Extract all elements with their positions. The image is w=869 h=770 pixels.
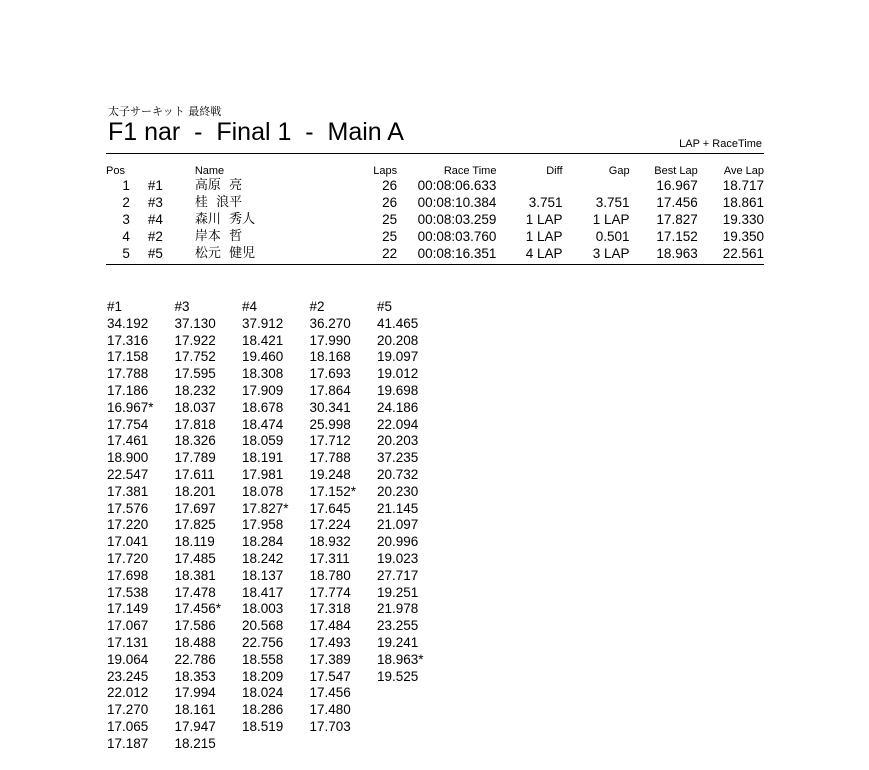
lap-time: 18.558 <box>242 651 284 667</box>
lap-time: 18.678 <box>242 399 284 415</box>
table-row <box>106 195 764 212</box>
result-laps: 25 <box>382 228 398 244</box>
result-diff: 4 LAP <box>525 245 563 261</box>
col-header-race-time: Race Time <box>443 165 497 177</box>
lap-time: 17.158 <box>107 349 149 365</box>
col-header-gap: Gap <box>608 165 630 177</box>
lap-column-header: #5 <box>377 299 393 314</box>
lap-time: 37.130 <box>174 315 216 331</box>
lap-time: 41.465 <box>377 315 419 331</box>
lap-time: 23.245 <box>107 668 149 684</box>
lap-time: 17.922 <box>174 332 216 348</box>
lap-time: 25.998 <box>309 416 351 432</box>
lap-column-header: #3 <box>174 299 190 314</box>
col-header-ave-lap: Ave Lap <box>723 165 764 177</box>
lap-time: 17.478 <box>174 584 216 600</box>
lap-time: 17.316 <box>107 332 149 348</box>
lap-time: 17.595 <box>174 366 216 382</box>
col-header-laps: Laps <box>373 165 398 177</box>
lap-column-header: #2 <box>309 299 325 314</box>
lap-column <box>242 299 310 753</box>
lap-time: 19.251 <box>377 584 419 600</box>
lap-time: 18.161 <box>174 702 216 718</box>
lap-time: 17.981 <box>242 466 284 482</box>
lap-time: 19.097 <box>377 349 419 365</box>
result-diff: 1 LAP <box>525 211 563 227</box>
result-best-lap: 17.827 <box>656 211 698 227</box>
lap-time: 18.059 <box>242 433 284 449</box>
lap-time: 18.119 <box>174 534 215 550</box>
result-ave-lap: 19.330 <box>722 211 764 227</box>
lap-time: 17.318 <box>309 601 351 617</box>
lap-time: 17.547 <box>309 668 351 684</box>
col-header-name: Name <box>194 165 225 177</box>
lap-time: 17.909 <box>242 382 284 398</box>
result-best-lap: 17.456 <box>656 195 698 211</box>
lap-time: 18.137 <box>242 567 284 583</box>
lap-time: 17.818 <box>174 416 216 432</box>
results-divider <box>106 264 764 265</box>
lap-time: 18.209 <box>242 668 284 684</box>
lap-time: 24.186 <box>377 399 419 415</box>
result-gap: 1 LAP <box>592 211 630 227</box>
lap-time: 18.201 <box>174 483 216 499</box>
lap-time: 17.149 <box>107 601 149 617</box>
result-pos: 3 <box>122 211 130 227</box>
col-header-best-lap: Best Lap <box>654 165 698 177</box>
lap-time: 18.381 <box>174 567 216 583</box>
results-header-row <box>106 165 764 178</box>
lap-time: 17.827* <box>242 500 289 516</box>
result-diff: 3.751 <box>528 195 563 211</box>
result-race-time: 00:08:03.259 <box>417 211 497 227</box>
lap-time: 16.967* <box>107 399 154 415</box>
result-laps: 26 <box>382 178 398 194</box>
lap-time: 17.703 <box>309 718 351 734</box>
result-ave-lap: 22.561 <box>722 245 764 261</box>
lap-time: 17.186 <box>107 382 149 398</box>
lap-time: 17.697 <box>174 500 216 516</box>
lap-time: 17.754 <box>107 416 149 432</box>
lap-time: 17.788 <box>107 366 149 382</box>
result-laps: 22 <box>382 245 398 261</box>
event-subtitle: 太子サーキット 最終戦 <box>108 105 222 118</box>
lap-time: 17.065 <box>107 718 149 734</box>
result-pos: 1 <box>122 178 130 194</box>
result-driver-name: 岸本 哲 <box>194 228 243 244</box>
result-pos: 2 <box>122 195 130 211</box>
table-row <box>106 178 764 195</box>
result-race-time: 00:08:03.760 <box>417 228 497 244</box>
lap-time: 17.789 <box>174 450 216 466</box>
lap-time: 17.576 <box>107 500 149 516</box>
result-best-lap: 18.963 <box>656 245 698 261</box>
lap-time: 18.037 <box>174 399 216 415</box>
result-race-time: 00:08:06.633 <box>417 178 497 194</box>
result-ave-lap: 19.350 <box>722 228 764 244</box>
table-row <box>106 228 764 245</box>
lap-time: 18.284 <box>242 534 284 550</box>
lap-time: 18.326 <box>174 433 216 449</box>
lap-time: 17.041 <box>107 534 149 550</box>
lap-time: 17.187 <box>107 735 149 751</box>
lap-time: 18.932 <box>309 534 351 550</box>
result-driver-name: 桂 浪平 <box>194 195 243 211</box>
lap-time: 20.568 <box>242 618 284 634</box>
lap-time: 22.786 <box>174 651 216 667</box>
lap-time: 21.145 <box>377 500 419 516</box>
result-car: #3 <box>147 195 163 211</box>
result-car: #4 <box>147 211 163 227</box>
result-driver-name: 松元 健児 <box>194 245 256 261</box>
col-header-diff: Diff <box>546 165 563 177</box>
result-pos: 4 <box>122 228 130 244</box>
lap-time: 17.538 <box>107 584 149 600</box>
lap-time: 19.460 <box>242 349 284 365</box>
lap-time: 18.353 <box>174 668 216 684</box>
lap-time: 17.456 <box>309 685 351 701</box>
lap-time: 18.242 <box>242 550 284 566</box>
lap-time: 17.224 <box>309 517 351 533</box>
lap-time: 17.311 <box>309 550 350 566</box>
result-diff: 1 LAP <box>525 228 563 244</box>
result-diff <box>496 178 562 195</box>
result-gap: 3 LAP <box>592 245 630 261</box>
lap-time: 17.990 <box>309 332 351 348</box>
lap-time: 19.525 <box>377 668 419 684</box>
lap-time: 18.215 <box>174 735 216 751</box>
result-driver-name: 高原 亮 <box>194 178 243 194</box>
lap-time: 22.012 <box>107 685 149 701</box>
lap-time: 17.131 <box>107 634 149 650</box>
table-row <box>106 212 764 229</box>
lap-time: 18.417 <box>242 584 284 600</box>
lap-time: 18.519 <box>242 718 284 734</box>
result-ave-lap: 18.861 <box>722 195 764 211</box>
lap-time: 17.389 <box>309 651 351 667</box>
lap-time: 27.717 <box>377 567 419 583</box>
result-gap <box>563 178 630 195</box>
lap-time: 17.994 <box>174 685 216 701</box>
result-race-time: 00:08:10.384 <box>417 195 497 211</box>
lap-time: 17.698 <box>107 567 149 583</box>
lap-time: 18.963* <box>377 651 424 667</box>
lap-time: 18.168 <box>309 349 351 365</box>
result-laps: 25 <box>382 211 398 227</box>
lap-time: 17.752 <box>174 349 216 365</box>
lap-time: 34.192 <box>107 315 149 331</box>
lap-time: 18.286 <box>242 702 284 718</box>
lap-time: 19.698 <box>377 382 419 398</box>
lap-time: 37.235 <box>377 450 419 466</box>
lap-time: 36.270 <box>309 315 351 331</box>
lap-time: 17.774 <box>309 584 351 600</box>
lap-time: 17.270 <box>107 702 149 718</box>
result-best-lap: 16.967 <box>656 178 698 194</box>
lap-time: 17.958 <box>242 517 284 533</box>
lap-time: 18.421 <box>242 332 284 348</box>
lap-time: 20.230 <box>377 483 419 499</box>
result-car: #5 <box>147 245 163 261</box>
lap-column <box>377 299 445 753</box>
lap-time: 20.203 <box>377 433 419 449</box>
lap-times-grid <box>107 299 445 753</box>
lap-time: 37.912 <box>242 315 284 331</box>
lap-time: 20.732 <box>377 466 419 482</box>
col-header-pos: Pos <box>106 165 125 177</box>
lap-column <box>175 299 243 753</box>
lap-time: 18.191 <box>242 450 284 466</box>
lap-time: 17.720 <box>107 550 149 566</box>
lap-time: 18.474 <box>242 416 284 432</box>
lap-time: 20.996 <box>377 534 419 550</box>
lap-time: 18.308 <box>242 366 284 382</box>
lap-time: 19.012 <box>377 366 419 382</box>
lap-time: 17.381 <box>107 483 149 499</box>
lap-time: 19.064 <box>107 651 149 667</box>
lap-time: 17.484 <box>309 618 351 634</box>
page-title: F1 nar - Final 1 - Main A <box>108 118 404 146</box>
result-car: #1 <box>147 178 163 194</box>
result-car: #2 <box>147 228 163 244</box>
lap-time: 30.341 <box>309 399 351 415</box>
result-gap: 0.501 <box>595 228 630 244</box>
table-row <box>106 245 764 262</box>
lap-time: 17.220 <box>107 517 149 533</box>
lap-time: 19.023 <box>377 550 419 566</box>
lap-time: 18.024 <box>242 685 284 701</box>
lap-time: 17.712 <box>309 433 351 449</box>
lap-time: 17.485 <box>174 550 216 566</box>
result-ave-lap: 18.717 <box>722 178 764 194</box>
lap-time: 17.825 <box>174 517 216 533</box>
lap-time: 18.232 <box>174 382 216 398</box>
lap-time: 17.947 <box>174 718 216 734</box>
result-laps: 26 <box>382 195 398 211</box>
lap-time: 20.208 <box>377 332 419 348</box>
lap-time: 17.788 <box>309 450 351 466</box>
results-table <box>106 165 764 262</box>
lap-time: 17.456* <box>174 601 222 617</box>
lap-time: 19.248 <box>309 466 351 482</box>
lap-column <box>107 299 175 753</box>
lap-time: 22.547 <box>107 466 149 482</box>
lap-time: 23.255 <box>377 618 419 634</box>
lap-time: 21.978 <box>377 601 419 617</box>
lap-time: 21.097 <box>377 517 419 533</box>
lap-time: 18.488 <box>174 634 216 650</box>
result-best-lap: 17.152 <box>656 228 698 244</box>
lap-column-header: #4 <box>242 299 258 314</box>
lap-time: 17.693 <box>309 366 351 382</box>
lap-time: 17.152* <box>309 483 357 499</box>
lap-time: 17.493 <box>309 634 351 650</box>
lap-time: 17.864 <box>309 382 351 398</box>
lap-time: 22.094 <box>377 416 419 432</box>
lap-time: 18.900 <box>107 450 149 466</box>
lap-column <box>310 299 378 753</box>
lap-time: 17.645 <box>309 500 351 516</box>
result-race-time: 00:08:16.351 <box>417 245 497 261</box>
lap-time: 17.461 <box>107 433 149 449</box>
lap-time: 19.241 <box>377 634 419 650</box>
lap-time: 17.611 <box>174 466 215 482</box>
result-pos: 5 <box>122 245 130 261</box>
report-mode-label: LAP + RaceTime <box>679 138 762 150</box>
lap-time: 18.003 <box>242 601 284 617</box>
header-divider <box>106 153 764 154</box>
result-gap: 3.751 <box>595 195 630 211</box>
col-header-car <box>130 165 195 178</box>
lap-time: 18.078 <box>242 483 284 499</box>
result-driver-name: 森川 秀人 <box>194 211 256 227</box>
lap-time: 17.586 <box>174 618 216 634</box>
lap-time: 18.780 <box>309 567 351 583</box>
lap-time: 22.756 <box>242 634 284 650</box>
lap-time: 17.480 <box>309 702 351 718</box>
lap-column-header: #1 <box>107 299 123 314</box>
lap-time: 17.067 <box>107 618 149 634</box>
